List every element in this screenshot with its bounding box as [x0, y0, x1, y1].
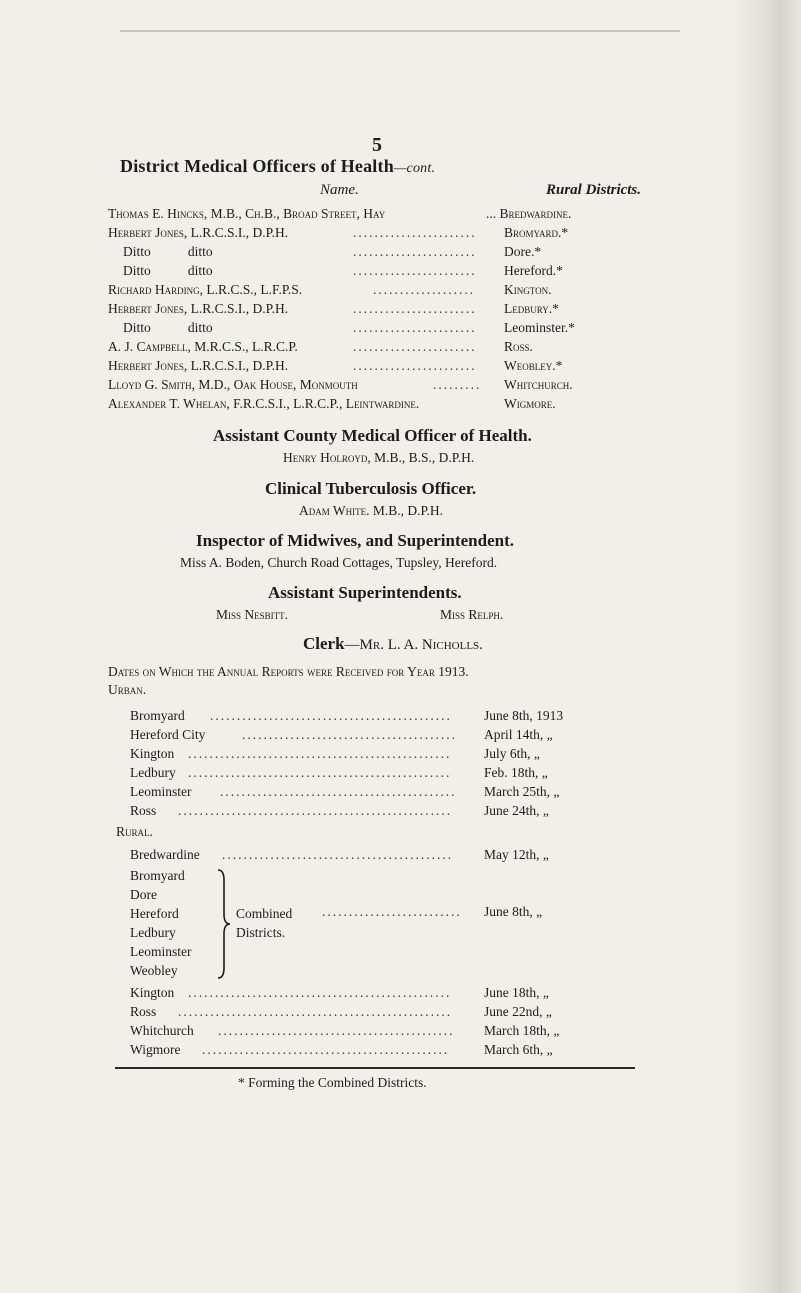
- place: Whitchurch: [130, 1023, 194, 1038]
- clerk-label: Clerk: [303, 634, 345, 653]
- leader-dots: ...................................................: [178, 803, 453, 818]
- officer-district: Weobley.*: [504, 358, 563, 373]
- combined-place: Weobley: [130, 963, 178, 978]
- leader-dots: .................................................: [188, 765, 452, 780]
- date-row: [130, 765, 630, 784]
- date-row: [130, 727, 630, 746]
- column-header-name: Name.: [320, 182, 359, 198]
- officer-name: Ditto ditto: [123, 263, 213, 278]
- officer-name: Richard Harding, L.R.C.S., L.F.P.S.: [108, 282, 303, 297]
- page-title: [120, 156, 435, 177]
- leader-dots: ...................: [373, 282, 476, 297]
- officer-name: Herbert Jones, L.R.C.S.I., D.P.H.: [108, 358, 289, 373]
- combined-date: June 8th, „: [484, 904, 543, 919]
- officer-district: ... Bredwardine.: [486, 206, 572, 221]
- officer-district: Wigmore.: [504, 396, 556, 411]
- combined-place: Leominster: [130, 944, 192, 959]
- leader-dots: ........................................: [242, 727, 457, 742]
- top-rule: [120, 30, 680, 32]
- date: May 12th, „: [484, 847, 549, 862]
- officer-row: [108, 282, 708, 301]
- page-number: 5: [372, 134, 382, 156]
- leader-dots: ...........................................: [222, 847, 454, 862]
- combined-districts-list: [130, 866, 191, 980]
- officer-row: [108, 301, 708, 320]
- leader-dots: .......................: [353, 358, 477, 373]
- combined-label: Combined Districts.: [236, 906, 293, 940]
- officer-district: Dore.*: [504, 244, 542, 259]
- place: Wigmore: [130, 1042, 181, 1057]
- place: Ross: [130, 803, 157, 818]
- leader-dots: ..........................: [322, 904, 462, 919]
- tb-officer-name: Adam White. M.B., D.P.H.: [299, 503, 444, 518]
- officer-district: Kington.: [504, 282, 552, 297]
- leader-dots: .......................: [353, 225, 477, 240]
- officer-name: Ditto ditto: [123, 244, 213, 259]
- combined-place: Hereford: [130, 906, 179, 921]
- leader-dots: .........: [433, 377, 482, 392]
- clerk-name: —Mr. L. A. Nicholls.: [344, 637, 483, 653]
- officer-name: Ditto ditto: [123, 320, 213, 335]
- leader-dots: ............................................: [218, 1023, 455, 1038]
- officer-row: [108, 244, 708, 263]
- officer-district: Ross.: [504, 339, 533, 354]
- leader-dots: .......................: [353, 320, 477, 335]
- officer-row: [108, 263, 708, 282]
- date: March 6th, „: [484, 1042, 553, 1057]
- column-header-district: Rural Districts.: [546, 182, 642, 198]
- leader-dots: .......................: [353, 263, 477, 278]
- clerk-line: [303, 634, 483, 654]
- leader-dots: .................................................: [188, 985, 452, 1000]
- date-row: [130, 1004, 630, 1023]
- leader-dots: ..............................................: [202, 1042, 450, 1057]
- date-row: [130, 847, 630, 866]
- leader-dots: .......................: [353, 244, 477, 259]
- date: June 24th, „: [484, 803, 549, 818]
- officer-row: [108, 396, 708, 415]
- place: Hereford City: [130, 727, 206, 742]
- place: Ledbury: [130, 765, 176, 780]
- urban-label: Urban.: [108, 682, 147, 697]
- date: Feb. 18th, „: [484, 765, 548, 780]
- date-row: [130, 803, 630, 822]
- officer-district: Bromyard.*: [504, 225, 569, 240]
- assistant-sup-1: Miss Nesbitt.: [216, 607, 289, 622]
- right-brace: [216, 868, 232, 980]
- date: March 18th, „: [484, 1023, 560, 1038]
- officer-district: Hereford.*: [504, 263, 563, 278]
- date: March 25th, „: [484, 784, 560, 799]
- leader-dots: .......................: [353, 301, 477, 316]
- place: Bredwardine: [130, 847, 200, 862]
- inspector-heading: Inspector of Midwives, and Superintendent.: [196, 531, 514, 550]
- assistant-sup-2: Miss Relph.: [440, 607, 504, 622]
- assistant-moh-heading: Assistant County Medical Officer of Health.: [213, 426, 532, 445]
- leader-dots: .............................................: [210, 708, 452, 723]
- officer-row: [108, 339, 708, 358]
- date-row: [130, 708, 630, 727]
- date: June 8th, 1913: [484, 708, 564, 723]
- officer-district: Leominster.*: [504, 320, 575, 335]
- assistant-sup-heading: Assistant Superintendents.: [268, 583, 462, 602]
- dates-heading: Dates on Which the Annual Reports were Received for Year 1913.: [108, 664, 469, 679]
- date: June 22nd, „: [484, 1004, 552, 1019]
- place: Leominster: [130, 784, 192, 799]
- officer-district: Whitchurch.: [504, 377, 573, 392]
- officer-name: Herbert Jones, L.R.C.S.I., D.P.H.: [108, 301, 289, 316]
- place: Kington: [130, 985, 175, 1000]
- officer-row: [108, 320, 708, 339]
- rural-label: Rural.: [116, 824, 153, 839]
- combined-place: Dore: [130, 887, 157, 902]
- inspector-name: Miss A. Boden, Church Road Cottages, Tupsley, Hereford.: [180, 555, 498, 570]
- officer-name: Thomas E. Hincks, M.B., Ch.B., Broad Street, Hay: [108, 206, 386, 221]
- place: Kington: [130, 746, 175, 761]
- leader-dots: .......................: [353, 339, 477, 354]
- date-row: [130, 985, 630, 1004]
- officer-name: Herbert Jones, L.R.C.S.I., D.P.H.: [108, 225, 289, 240]
- footnote: * Forming the Combined Districts.: [238, 1075, 427, 1090]
- combined-place: Ledbury: [130, 925, 176, 940]
- assistant-moh-name: Henry Holroyd, M.B., B.S., D.P.H.: [283, 450, 475, 465]
- officer-row: [108, 358, 708, 377]
- officer-row: [108, 225, 708, 244]
- officer-row: [108, 206, 708, 225]
- leader-dots: .................................................: [188, 746, 452, 761]
- leader-dots: ............................................: [220, 784, 457, 799]
- place: Ross: [130, 1004, 157, 1019]
- date-row: [130, 784, 630, 803]
- date: July 6th, „: [484, 746, 540, 761]
- officer-row: [108, 377, 708, 396]
- officer-name: Alexander T. Whelan, F.R.C.S.I., L.R.C.P., Leintwardine.: [108, 396, 420, 411]
- date-row: [130, 746, 630, 765]
- place: Bromyard: [130, 708, 185, 723]
- date-row: [130, 1023, 630, 1042]
- title-suffix: —cont.: [393, 161, 436, 176]
- date: June 18th, „: [484, 985, 549, 1000]
- combined-place: Bromyard: [130, 868, 185, 883]
- tb-officer-heading: Clinical Tuberculosis Officer.: [265, 479, 477, 498]
- officer-name: Lloyd G. Smith, M.D., Oak House, Monmouth: [108, 377, 358, 392]
- footnote-rule: [115, 1067, 635, 1069]
- page-edge-shadow: [731, 0, 801, 1293]
- date-row: [322, 904, 642, 923]
- date: April 14th, „: [484, 727, 553, 742]
- leader-dots: ...................................................: [178, 1004, 453, 1019]
- date-row: [130, 1042, 630, 1061]
- title-text: District Medical Officers of Health: [120, 156, 394, 176]
- officer-district: Ledbury.*: [504, 301, 559, 316]
- officer-name: A. J. Campbell, M.R.C.S., L.R.C.P.: [108, 339, 298, 354]
